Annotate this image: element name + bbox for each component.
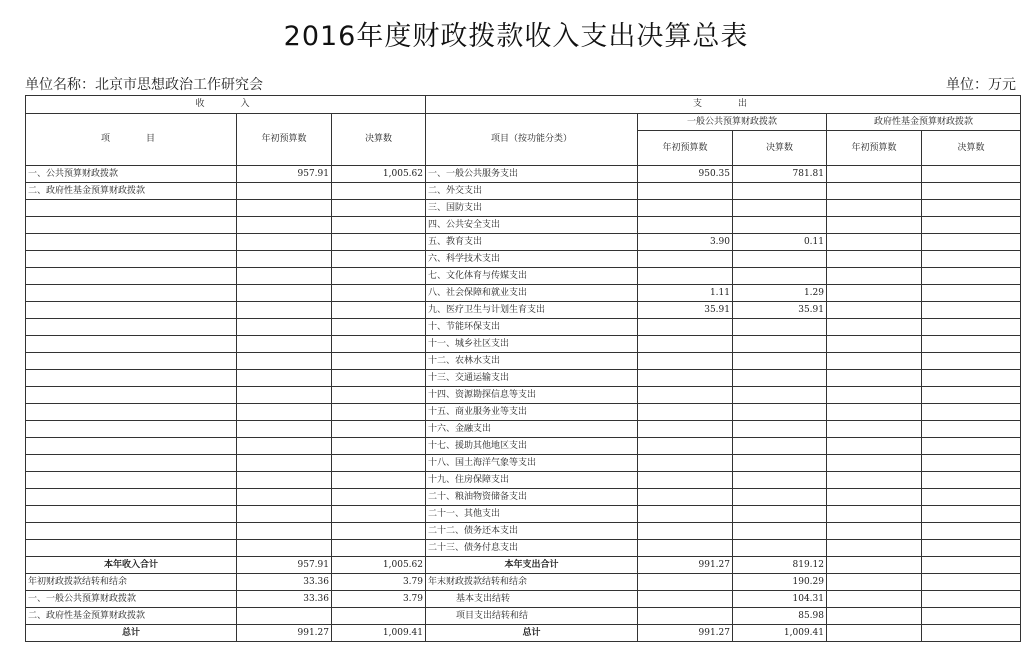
expense-item: 十六、金融支出 xyxy=(426,421,638,438)
col-initial-budget: 年初预算数 xyxy=(237,114,332,166)
gf-actual xyxy=(922,285,1021,302)
table-row xyxy=(26,319,1021,336)
gb-budget xyxy=(638,200,733,217)
gf-budget xyxy=(827,319,922,336)
income-actual xyxy=(332,183,426,200)
carry-in-budget: 33.36 xyxy=(237,574,332,591)
gf-initial-budget: 年初预算数 xyxy=(827,131,922,166)
gb-actual xyxy=(733,489,827,506)
expense-item: 三、国防支出 xyxy=(426,200,638,217)
gb-actual xyxy=(733,523,827,540)
income-total-label: 本年收入合计 xyxy=(26,557,237,574)
income-actual xyxy=(332,506,426,523)
gf-total-actual xyxy=(922,557,1021,574)
gb-budget xyxy=(638,217,733,234)
gb-actual xyxy=(733,455,827,472)
income-actual xyxy=(332,489,426,506)
income-actual xyxy=(332,438,426,455)
gf-budget xyxy=(827,387,922,404)
income-actual xyxy=(332,336,426,353)
table-row xyxy=(26,472,1021,489)
carry-row xyxy=(26,574,1021,591)
unit-label: 单位：万元 xyxy=(946,77,1016,93)
gb-budget: 950.35 xyxy=(638,166,733,183)
gf-actual xyxy=(922,336,1021,353)
expense-item: 十一、城乡社区支出 xyxy=(426,336,638,353)
income-item xyxy=(26,472,237,489)
gf-budget xyxy=(827,506,922,523)
income-actual xyxy=(332,353,426,370)
table-row xyxy=(26,506,1021,523)
gf-budget xyxy=(827,438,922,455)
gb-actual xyxy=(733,268,827,285)
income-budget xyxy=(237,489,332,506)
carry-ex-label: 基本支出结转 xyxy=(426,591,638,608)
gf-actual xyxy=(922,217,1021,234)
gb-actual xyxy=(733,506,827,523)
table-row xyxy=(26,183,1021,200)
carry-in-budget xyxy=(237,608,332,625)
income-budget xyxy=(237,319,332,336)
gb-actual xyxy=(733,183,827,200)
grand-total-row xyxy=(26,625,1021,642)
gb-budget xyxy=(638,319,733,336)
grand-in-label: 总计 xyxy=(26,625,237,642)
carry-ex-actual: 190.29 xyxy=(733,574,827,591)
carry-row xyxy=(26,608,1021,625)
gb-initial-budget: 年初预算数 xyxy=(638,131,733,166)
expense-item: 八、社会保障和就业支出 xyxy=(426,285,638,302)
carry-in-actual xyxy=(332,608,426,625)
income-actual xyxy=(332,319,426,336)
income-total-actual: 1,005.62 xyxy=(332,557,426,574)
gf-actual xyxy=(922,183,1021,200)
income-item xyxy=(26,353,237,370)
table-row xyxy=(26,421,1021,438)
expense-item: 四、公共安全支出 xyxy=(426,217,638,234)
gf-budget xyxy=(827,523,922,540)
gf-actual xyxy=(922,387,1021,404)
table-row xyxy=(26,200,1021,217)
gf-budget xyxy=(827,166,922,183)
income-item xyxy=(26,438,237,455)
gf-final-account: 决算数 xyxy=(922,131,1021,166)
carry-gf-budget xyxy=(827,574,922,591)
expense-header: 支 出 xyxy=(426,96,1021,114)
income-actual xyxy=(332,268,426,285)
income-budget xyxy=(237,251,332,268)
expense-item: 一、一般公共服务支出 xyxy=(426,166,638,183)
income-item xyxy=(26,421,237,438)
gf-total-budget xyxy=(827,557,922,574)
gb-budget xyxy=(638,404,733,421)
gf-actual xyxy=(922,319,1021,336)
col-final-account: 决算数 xyxy=(332,114,426,166)
gb-actual: 35.91 xyxy=(733,302,827,319)
expense-item: 二十、粮油物资储备支出 xyxy=(426,489,638,506)
gb-budget xyxy=(638,472,733,489)
carry-gf-actual xyxy=(922,591,1021,608)
carry-ex-budget xyxy=(638,608,733,625)
income-item: 二、政府性基金预算财政拨款 xyxy=(26,183,237,200)
gb-budget xyxy=(638,506,733,523)
table-row xyxy=(26,455,1021,472)
income-budget xyxy=(237,387,332,404)
gb-budget xyxy=(638,540,733,557)
carry-row xyxy=(26,591,1021,608)
carry-ex-actual: 85.98 xyxy=(733,608,827,625)
income-budget xyxy=(237,540,332,557)
income-item xyxy=(26,302,237,319)
income-actual xyxy=(332,200,426,217)
gb-actual: 781.81 xyxy=(733,166,827,183)
expense-item: 七、文化体育与传媒支出 xyxy=(426,268,638,285)
income-item xyxy=(26,251,237,268)
table-row xyxy=(26,387,1021,404)
gf-actual xyxy=(922,421,1021,438)
gf-actual xyxy=(922,234,1021,251)
income-budget xyxy=(237,336,332,353)
income-budget xyxy=(237,217,332,234)
income-budget xyxy=(237,370,332,387)
income-budget xyxy=(237,234,332,251)
gb-actual xyxy=(733,472,827,489)
grand-gf-actual xyxy=(922,625,1021,642)
expense-item: 二十三、债务付息支出 xyxy=(426,540,638,557)
page-title: 2016年度财政拨款收入支出决算总表 xyxy=(283,21,749,52)
carry-in-actual: 3.79 xyxy=(332,591,426,608)
gf-budget xyxy=(827,183,922,200)
unit-name: 单位名称：北京市思想政治工作研究会 xyxy=(25,77,263,93)
income-actual xyxy=(332,387,426,404)
grand-in-budget: 991.27 xyxy=(237,625,332,642)
income-actual xyxy=(332,421,426,438)
carry-ex-label: 年末财政拨款结转和结余 xyxy=(426,574,638,591)
carry-in-label: 年初财政拨款结转和结余 xyxy=(26,574,237,591)
income-item xyxy=(26,404,237,421)
expense-item: 十三、交通运输支出 xyxy=(426,370,638,387)
income-actual xyxy=(332,523,426,540)
gf-budget xyxy=(827,285,922,302)
expense-item: 十二、农林水支出 xyxy=(426,353,638,370)
income-budget xyxy=(237,353,332,370)
expense-item: 六、科学技术支出 xyxy=(426,251,638,268)
gf-budget xyxy=(827,234,922,251)
gf-actual xyxy=(922,353,1021,370)
col-item-by-function: 项目（按功能分类） xyxy=(426,114,638,166)
income-budget xyxy=(237,421,332,438)
carry-gf-actual xyxy=(922,608,1021,625)
col-item: 项 目 xyxy=(26,114,237,166)
table-row xyxy=(26,268,1021,285)
income-actual xyxy=(332,455,426,472)
income-actual xyxy=(332,251,426,268)
carry-gf-actual xyxy=(922,574,1021,591)
gb-budget xyxy=(638,523,733,540)
expense-item: 九、医疗卫生与计划生育支出 xyxy=(426,302,638,319)
gf-actual xyxy=(922,523,1021,540)
income-item xyxy=(26,455,237,472)
income-budget: 957.91 xyxy=(237,166,332,183)
table-row xyxy=(26,353,1021,370)
expense-total-actual: 819.12 xyxy=(733,557,827,574)
gb-budget xyxy=(638,489,733,506)
gf-budget xyxy=(827,404,922,421)
income-budget xyxy=(237,183,332,200)
income-actual xyxy=(332,472,426,489)
income-budget xyxy=(237,506,332,523)
grand-ex-actual: 1,009.41 xyxy=(733,625,827,642)
income-header: 收 入 xyxy=(26,96,426,114)
expense-item: 十八、国土海洋气象等支出 xyxy=(426,455,638,472)
income-item xyxy=(26,268,237,285)
income-budget xyxy=(237,268,332,285)
income-item xyxy=(26,540,237,557)
income-item xyxy=(26,387,237,404)
grand-ex-budget: 991.27 xyxy=(638,625,733,642)
gf-budget xyxy=(827,421,922,438)
table-row xyxy=(26,438,1021,455)
gb-budget xyxy=(638,455,733,472)
income-budget xyxy=(237,200,332,217)
gf-actual xyxy=(922,166,1021,183)
income-item xyxy=(26,370,237,387)
carry-ex-actual: 104.31 xyxy=(733,591,827,608)
expense-item: 二十一、其他支出 xyxy=(426,506,638,523)
gf-budget xyxy=(827,268,922,285)
gf-actual xyxy=(922,540,1021,557)
table-row xyxy=(26,336,1021,353)
carry-gf-budget xyxy=(827,608,922,625)
income-item: 一、公共预算财政拨款 xyxy=(26,166,237,183)
income-actual xyxy=(332,370,426,387)
table-row xyxy=(26,540,1021,557)
gf-budget xyxy=(827,472,922,489)
gb-actual xyxy=(733,336,827,353)
income-total-budget: 957.91 xyxy=(237,557,332,574)
income-actual xyxy=(332,217,426,234)
carry-ex-budget xyxy=(638,574,733,591)
expense-total-budget: 991.27 xyxy=(638,557,733,574)
carry-in-label: 二、政府性基金预算财政拨款 xyxy=(26,608,237,625)
income-actual xyxy=(332,302,426,319)
gf-budget xyxy=(827,302,922,319)
gb-actual xyxy=(733,404,827,421)
income-actual: 1,005.62 xyxy=(332,166,426,183)
gb-actual: 1.29 xyxy=(733,285,827,302)
budget-table xyxy=(25,95,1021,642)
gf-budget xyxy=(827,455,922,472)
gb-actual xyxy=(733,200,827,217)
gb-actual xyxy=(733,421,827,438)
gb-budget xyxy=(638,421,733,438)
gf-budget xyxy=(827,251,922,268)
gb-actual xyxy=(733,370,827,387)
gf-actual xyxy=(922,438,1021,455)
income-item xyxy=(26,200,237,217)
grand-ex-label: 总计 xyxy=(426,625,638,642)
income-item xyxy=(26,234,237,251)
gb-actual xyxy=(733,438,827,455)
grand-gf-budget xyxy=(827,625,922,642)
gf-actual xyxy=(922,489,1021,506)
table-row xyxy=(26,217,1021,234)
income-item xyxy=(26,523,237,540)
gb-budget: 35.91 xyxy=(638,302,733,319)
expense-item: 十七、援助其他地区支出 xyxy=(426,438,638,455)
gb-actual xyxy=(733,251,827,268)
table-row xyxy=(26,251,1021,268)
carry-gf-budget xyxy=(827,591,922,608)
income-budget xyxy=(237,472,332,489)
table-row xyxy=(26,489,1021,506)
table-row xyxy=(26,370,1021,387)
income-item xyxy=(26,285,237,302)
gf-actual xyxy=(922,268,1021,285)
gf-budget xyxy=(827,540,922,557)
gf-actual xyxy=(922,455,1021,472)
carry-ex-budget xyxy=(638,591,733,608)
general-budget-header: 一般公共预算财政拨款 xyxy=(638,114,827,131)
income-budget xyxy=(237,302,332,319)
gf-actual xyxy=(922,251,1021,268)
income-budget xyxy=(237,438,332,455)
gb-budget: 3.90 xyxy=(638,234,733,251)
table-row xyxy=(26,285,1021,302)
expense-item: 二十二、债务还本支出 xyxy=(426,523,638,540)
carry-in-actual: 3.79 xyxy=(332,574,426,591)
gb-budget xyxy=(638,268,733,285)
income-budget xyxy=(237,285,332,302)
income-item xyxy=(26,319,237,336)
gb-budget xyxy=(638,353,733,370)
gf-actual xyxy=(922,506,1021,523)
gf-actual xyxy=(922,200,1021,217)
gf-actual xyxy=(922,302,1021,319)
expense-total-label: 本年支出合计 xyxy=(426,557,638,574)
table-row xyxy=(26,302,1021,319)
income-actual xyxy=(332,234,426,251)
table-row xyxy=(26,234,1021,251)
table-row xyxy=(26,523,1021,540)
income-item xyxy=(26,217,237,234)
gf-budget xyxy=(827,200,922,217)
expense-item: 十、节能环保支出 xyxy=(426,319,638,336)
expense-item: 五、教育支出 xyxy=(426,234,638,251)
income-budget xyxy=(237,523,332,540)
gb-actual xyxy=(733,353,827,370)
income-budget xyxy=(237,455,332,472)
gf-actual xyxy=(922,404,1021,421)
income-item xyxy=(26,336,237,353)
income-budget xyxy=(237,404,332,421)
gf-budget xyxy=(827,217,922,234)
gb-budget xyxy=(638,387,733,404)
gb-budget xyxy=(638,183,733,200)
gb-actual xyxy=(733,319,827,336)
expense-item: 十五、商业服务业等支出 xyxy=(426,404,638,421)
income-actual xyxy=(332,540,426,557)
expense-item: 十九、住房保障支出 xyxy=(426,472,638,489)
gb-actual xyxy=(733,387,827,404)
gb-budget xyxy=(638,251,733,268)
gf-actual xyxy=(922,472,1021,489)
carry-in-budget: 33.36 xyxy=(237,591,332,608)
gb-actual xyxy=(733,540,827,557)
income-item xyxy=(26,506,237,523)
gb-actual xyxy=(733,217,827,234)
gf-budget xyxy=(827,353,922,370)
gf-budget xyxy=(827,336,922,353)
income-actual xyxy=(332,404,426,421)
gb-actual: 0.11 xyxy=(733,234,827,251)
carry-in-label: 一、一般公共预算财政拨款 xyxy=(26,591,237,608)
income-actual xyxy=(332,285,426,302)
gf-budget xyxy=(827,370,922,387)
grand-in-actual: 1,009.41 xyxy=(332,625,426,642)
table-row xyxy=(26,166,1021,183)
gf-budget xyxy=(827,489,922,506)
gb-budget xyxy=(638,336,733,353)
expense-item: 十四、资源勘探信息等支出 xyxy=(426,387,638,404)
gb-budget xyxy=(638,370,733,387)
carry-ex-label: 项目支出结转和结 xyxy=(426,608,638,625)
table-row xyxy=(26,404,1021,421)
totals-row xyxy=(26,557,1021,574)
gov-fund-header: 政府性基金预算财政拨款 xyxy=(827,114,1021,131)
gb-budget xyxy=(638,438,733,455)
income-item xyxy=(26,489,237,506)
gb-final-account: 决算数 xyxy=(733,131,827,166)
expense-item: 二、外交支出 xyxy=(426,183,638,200)
gf-actual xyxy=(922,370,1021,387)
gb-budget: 1.11 xyxy=(638,285,733,302)
